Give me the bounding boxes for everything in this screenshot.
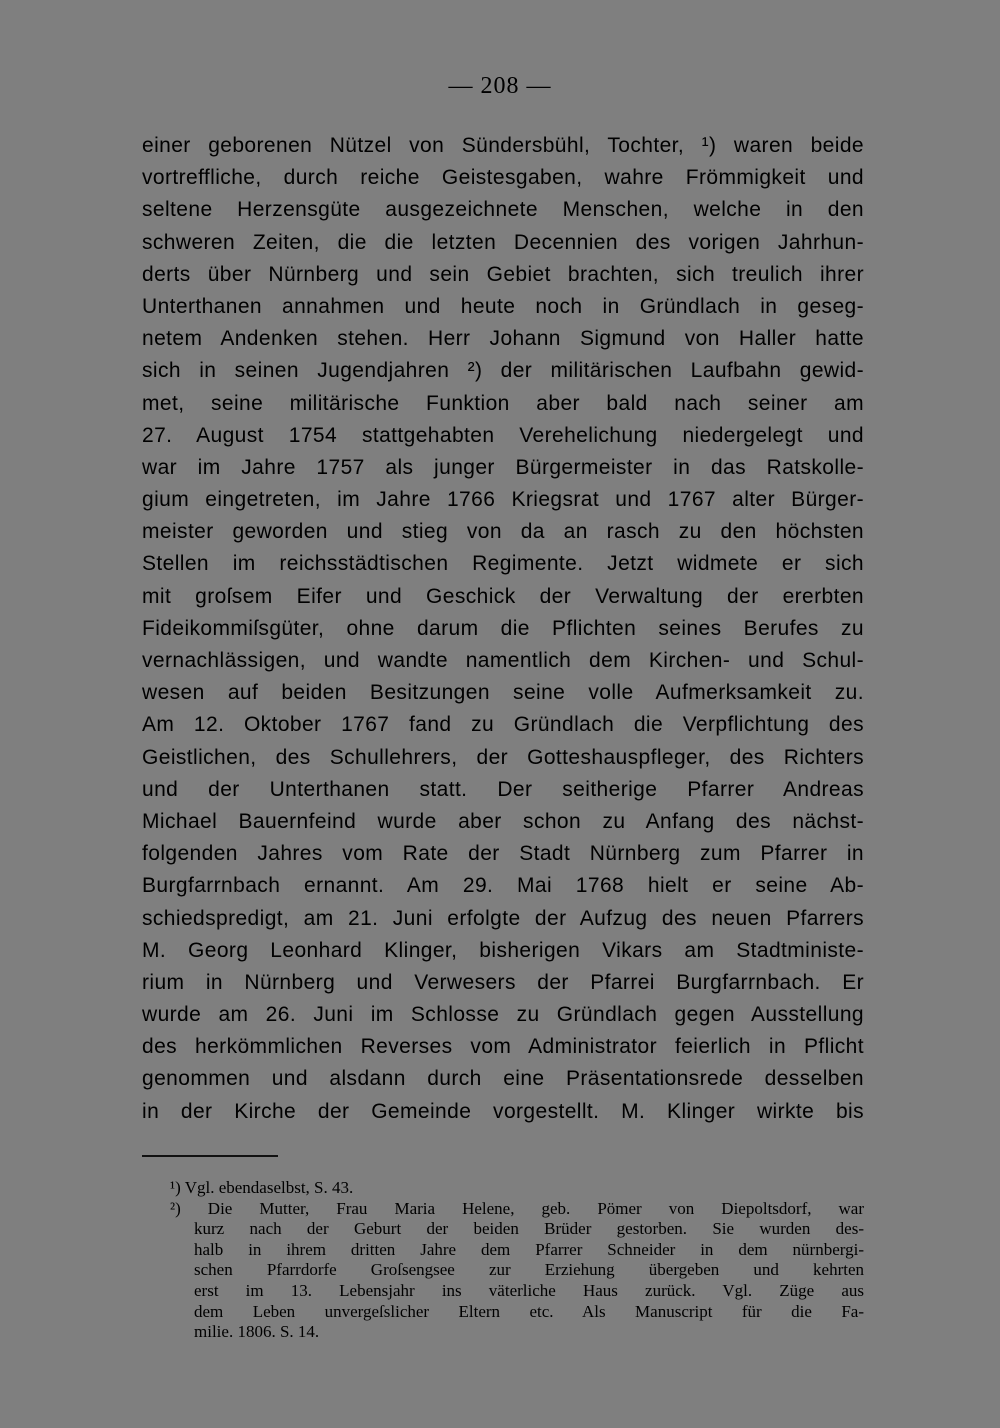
text-line: meister geworden und stieg von da an rasch zu den höchsten [142, 520, 864, 544]
text-line: M. Georg Leonhard Klinger, bisherigen Vikars am Stadtministe- [142, 938, 864, 962]
text-line: netem Andenken stehen. Herr Johann Sigmund von Haller hatte [142, 327, 864, 351]
text-line: vortreffliche, durch reiche Geistesgaben, wahre Frömmigkeit und [142, 166, 864, 190]
footnote-2-line: dem Leben unvergeſslicher Eltern etc. Als Manuscript für die Fa- [194, 1301, 864, 1321]
text-line: sich in seinen Jugendjahren ²) der militärischen Laufbahn gewid- [142, 359, 864, 383]
text-line: in der Kirche der Gemeinde vorgestellt. M. Klinger wirkte bis [142, 1099, 864, 1123]
page-number: — 208 — [448, 73, 552, 99]
text-line: Unterthanen annahmen und heute noch in Gründlach in geseg- [142, 294, 864, 318]
text-line: met, seine militärische Funktion aber bald nach seiner am [142, 391, 864, 415]
footnote-divider [142, 1155, 278, 1157]
footnote-1: ¹) Vgl. ebendaselbst, S. 43. [170, 1178, 354, 1197]
text-line: 27. August 1754 stattgehabten Verehelichung niedergelegt und [142, 423, 864, 447]
footnote-2-line: schen Pfarrdorfe Groſsengsee zur Erziehung übergeben und kehrten [194, 1260, 864, 1280]
footnote-2-line: ²) Die Mutter, Frau Maria Helene, geb. Pömer von Diepoltsdorf, war [170, 1198, 864, 1218]
text-line: mit groſsem Eifer und Geschick der Verwaltung der ererbten [142, 584, 864, 608]
footnotes [170, 1178, 864, 1343]
footnote-2-line: erst im 13. Lebensjahr ins väterliche Haus zurück. Vgl. Züge aus [194, 1280, 864, 1300]
text-line: Fideikommiſsgüter, ohne darum die Pflichten seines Berufes zu [142, 616, 864, 640]
footnote-2-line: milie. 1806. S. 14. [194, 1322, 320, 1342]
footnote-2-line: halb in ihrem dritten Jahre dem Pfarrer Schneider in dem nürnbergi- [194, 1239, 864, 1259]
text-line: Geistlichen, des Schullehrers, der Gotteshauspfleger, des Richters [142, 745, 864, 769]
text-line: einer geborenen Nützel von Sündersbühl, Tochter, ¹) waren beide [142, 134, 864, 157]
body-text [142, 130, 864, 1128]
text-line: Am 12. Oktober 1767 fand zu Gründlach die Verpflichtung des [142, 713, 864, 737]
text-line: Burgfarrnbach ernannt. Am 29. Mai 1768 hielt er seine Ab- [142, 874, 864, 898]
text-line: genommen und alsdann durch eine Präsentationsrede desselben [142, 1067, 864, 1091]
text-line: schiedspredigt, am 21. Juni erfolgte der Aufzug des neuen Pfarrers [142, 906, 864, 930]
text-line: Michael Bauernfeind wurde aber schon zu Anfang des nächst- [142, 809, 864, 833]
text-line: seltene Herzensgüte ausgezeichnete Menschen, welche in den [142, 198, 864, 222]
text-line: und der Unterthanen statt. Der seitherige Pfarrer Andreas [142, 777, 864, 801]
text-line: Stellen im reichsstädtischen Regimente. Jetzt widmete er sich [142, 552, 864, 576]
text-line: folgenden Jahres vom Rate der Stadt Nürnberg zum Pfarrer in [142, 842, 864, 866]
text-line: wurde am 26. Juni im Schlosse zu Gründlach gegen Ausstellung [142, 1003, 864, 1027]
text-line: vernachlässigen, und wandte namentlich dem Kirchen- und Schul- [142, 649, 864, 672]
text-line: gium eingetreten, im Jahre 1766 Kriegsrat und 1767 alter Bürger- [142, 488, 864, 512]
text-line: rium in Nürnberg und Verwesers der Pfarrei Burgfarrnbach. Er [142, 970, 864, 994]
text-line: wesen auf beiden Besitzungen seine volle Aufmerksamkeit zu. [142, 681, 864, 705]
text-line: war im Jahre 1757 als junger Bürgermeister in das Ratskolle- [142, 455, 864, 479]
text-line: schweren Zeiten, die die letzten Decennien des vorigen Jahrhun- [142, 230, 864, 254]
text-line: des herkömmlichen Reverses vom Administrator feierlich in Pflicht [142, 1035, 864, 1059]
text-line: derts über Nürnberg und sein Gebiet brachten, sich treulich ihrer [142, 262, 864, 286]
footnote-2-line: kurz nach der Geburt der beiden Brüder gestorben. Sie wurden des- [194, 1219, 864, 1239]
